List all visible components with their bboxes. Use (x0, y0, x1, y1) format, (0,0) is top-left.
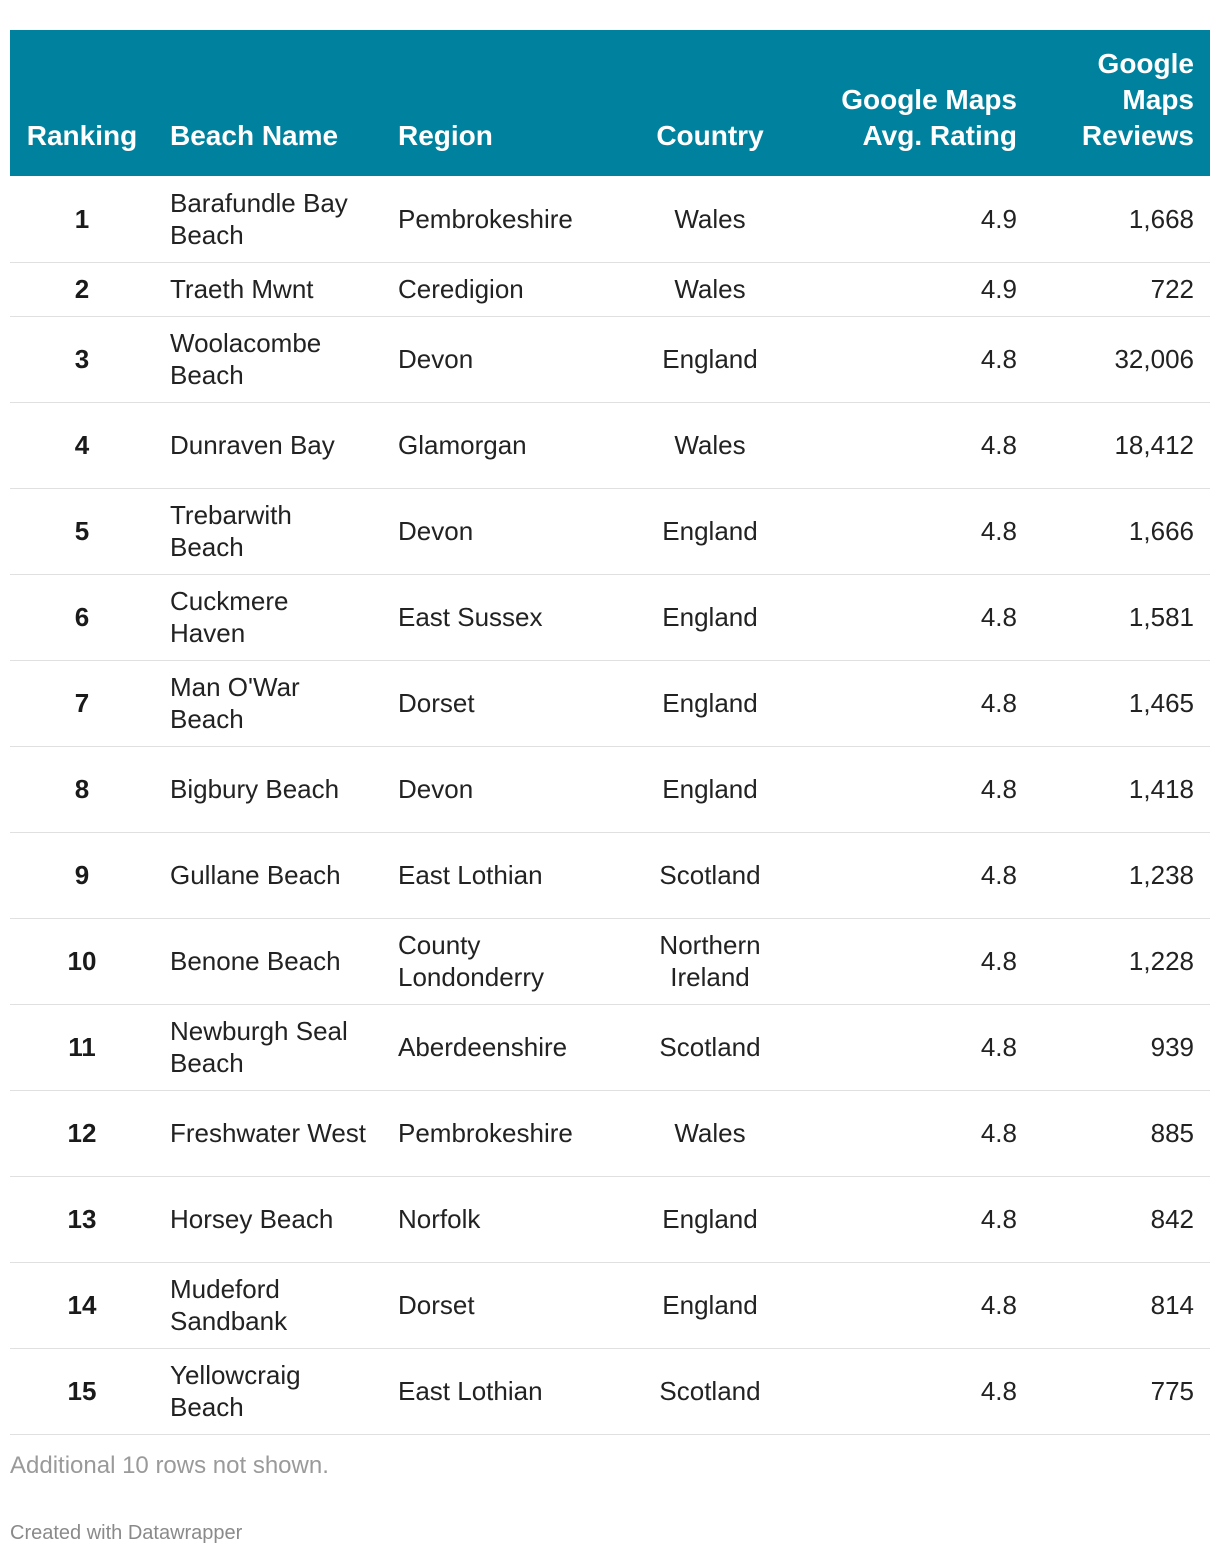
cell-beach-name: Trebarwith Beach (170, 500, 292, 562)
cell-ranking: 8 (74, 774, 90, 804)
cell-region: County Londonderry (398, 930, 544, 992)
cell-reviews: 1,238 (1128, 860, 1194, 890)
cell-country: England (662, 688, 758, 718)
cell-rating: 4.9 (980, 274, 1017, 304)
cell-ranking: 12 (67, 1118, 97, 1148)
cell-country: Wales (674, 274, 746, 304)
cell-beach-name: Dunraven Bay (170, 430, 335, 460)
cell-ranking: 9 (74, 860, 90, 890)
column-header-rating[interactable]: Google Maps Avg. Rating (841, 84, 1017, 151)
cell-country: England (662, 602, 758, 632)
table-row (10, 176, 1210, 262)
cell-beach-name: Gullane Beach (170, 860, 341, 890)
cell-beach-name: Yellowcraig Beach (170, 1360, 301, 1422)
table-row (10, 1348, 1210, 1434)
cell-region: Dorset (398, 688, 475, 718)
cell-region: Aberdeenshire (398, 1032, 568, 1062)
cell-reviews: 1,668 (1128, 203, 1194, 234)
column-header-reviews[interactable]: Google Maps Reviews (1081, 48, 1194, 151)
cell-region: Pembrokeshire (398, 1118, 573, 1148)
cell-ranking: 4 (74, 430, 90, 460)
table-body (10, 176, 1210, 1434)
cell-reviews: 1,418 (1128, 774, 1194, 804)
cell-ranking: 15 (67, 1376, 97, 1406)
cell-beach-name: Mudeford Sandbank (170, 1274, 288, 1336)
cell-region: Norfolk (398, 1204, 481, 1234)
table-row (10, 488, 1210, 574)
cell-country: Wales (674, 1118, 746, 1148)
cell-rating: 4.8 (980, 946, 1017, 976)
column-header-country[interactable]: Country (656, 120, 764, 151)
cell-beach-name: Horsey Beach (170, 1204, 334, 1234)
table-row (10, 746, 1210, 832)
cell-rating: 4.8 (980, 860, 1017, 890)
cell-beach-name: Newburgh Seal Beach (170, 1016, 348, 1078)
table-header (10, 30, 1210, 176)
cell-country: England (662, 1290, 758, 1320)
cell-region: East Lothian (398, 860, 543, 890)
cell-country: Scotland (659, 1376, 761, 1406)
table-row (10, 574, 1210, 660)
table-row (10, 832, 1210, 918)
cell-rating: 4.8 (980, 344, 1017, 374)
cell-reviews: 1,666 (1128, 516, 1194, 546)
cell-country: Wales (674, 203, 746, 234)
cell-ranking: 11 (68, 1032, 96, 1062)
cell-rating: 4.8 (980, 602, 1017, 632)
cell-ranking: 2 (74, 274, 90, 304)
cell-reviews: 842 (1150, 1204, 1194, 1234)
table-row (10, 1176, 1210, 1262)
cell-reviews: 722 (1150, 274, 1194, 304)
cell-ranking: 3 (74, 344, 90, 374)
beach-ranking-table (10, 30, 1210, 1435)
table-row (10, 918, 1210, 1004)
table-row (10, 1090, 1210, 1176)
column-header-region[interactable]: Region (398, 120, 493, 151)
cell-beach-name: Freshwater West (170, 1118, 367, 1148)
cell-beach-name: Traeth Mwnt (170, 274, 314, 304)
cell-beach-name: Benone Beach (170, 946, 341, 976)
cell-rating: 4.8 (980, 1032, 1017, 1062)
cell-ranking: 1 (74, 203, 90, 234)
cell-reviews: 775 (1150, 1376, 1194, 1406)
cell-rating: 4.8 (980, 688, 1017, 718)
cell-rating: 4.8 (980, 1204, 1017, 1234)
cell-region: East Lothian (398, 1376, 543, 1406)
cell-reviews: 814 (1150, 1290, 1194, 1320)
cell-ranking: 13 (67, 1204, 97, 1234)
table-row (10, 402, 1210, 488)
cell-beach-name: Cuckmere Haven (170, 586, 289, 648)
cell-country: England (662, 344, 758, 374)
cell-rating: 4.8 (980, 1290, 1017, 1320)
cell-rating: 4.8 (980, 430, 1017, 460)
cell-rating: 4.8 (980, 1376, 1017, 1406)
cell-rating: 4.8 (980, 1118, 1017, 1148)
cell-ranking: 10 (67, 946, 97, 976)
cell-region: Devon (398, 774, 474, 804)
cell-region: Ceredigion (398, 274, 524, 304)
cell-country: Scotland (659, 860, 761, 890)
cell-reviews: 18,412 (1114, 430, 1194, 460)
cell-country: Wales (674, 430, 746, 460)
table-row (10, 262, 1210, 316)
cell-ranking: 14 (67, 1290, 97, 1320)
rows-not-shown-note: Additional 10 rows not shown. (10, 1452, 329, 1479)
cell-region: East Sussex (398, 602, 543, 632)
cell-rating: 4.9 (980, 203, 1017, 234)
column-header-beach-name[interactable]: Beach Name (170, 120, 339, 151)
cell-ranking: 7 (74, 688, 90, 718)
cell-ranking: 5 (74, 516, 90, 546)
cell-country: Northern Ireland (659, 930, 761, 992)
cell-rating: 4.8 (980, 516, 1017, 546)
table-row (10, 660, 1210, 746)
table-row (10, 1004, 1210, 1090)
cell-country: Scotland (659, 1032, 761, 1062)
cell-region: Glamorgan (398, 430, 527, 460)
cell-beach-name: Barafundle Bay Beach (170, 187, 348, 250)
cell-region: Devon (398, 344, 474, 374)
cell-region: Pembrokeshire (398, 203, 573, 234)
cell-country: England (662, 1204, 758, 1234)
cell-reviews: 939 (1150, 1032, 1194, 1062)
cell-rating: 4.8 (980, 774, 1017, 804)
cell-ranking: 6 (74, 602, 90, 632)
table-row (10, 1262, 1210, 1348)
cell-reviews: 1,465 (1128, 688, 1194, 718)
cell-beach-name: Bigbury Beach (170, 774, 340, 804)
cell-reviews: 32,006 (1114, 344, 1194, 374)
cell-beach-name: Man O'War Beach (170, 672, 300, 734)
cell-beach-name: Woolacombe Beach (170, 328, 322, 390)
cell-country: England (662, 774, 758, 804)
cell-reviews: 885 (1150, 1118, 1194, 1148)
cell-reviews: 1,228 (1128, 946, 1194, 976)
datawrapper-credit: Created with Datawrapper (10, 1522, 243, 1544)
cell-country: England (662, 516, 758, 546)
table-row (10, 316, 1210, 402)
column-header-ranking[interactable]: Ranking (26, 120, 138, 151)
cell-reviews: 1,581 (1128, 602, 1194, 632)
cell-region: Dorset (398, 1290, 475, 1320)
header-row (10, 30, 1210, 176)
cell-region: Devon (398, 516, 474, 546)
